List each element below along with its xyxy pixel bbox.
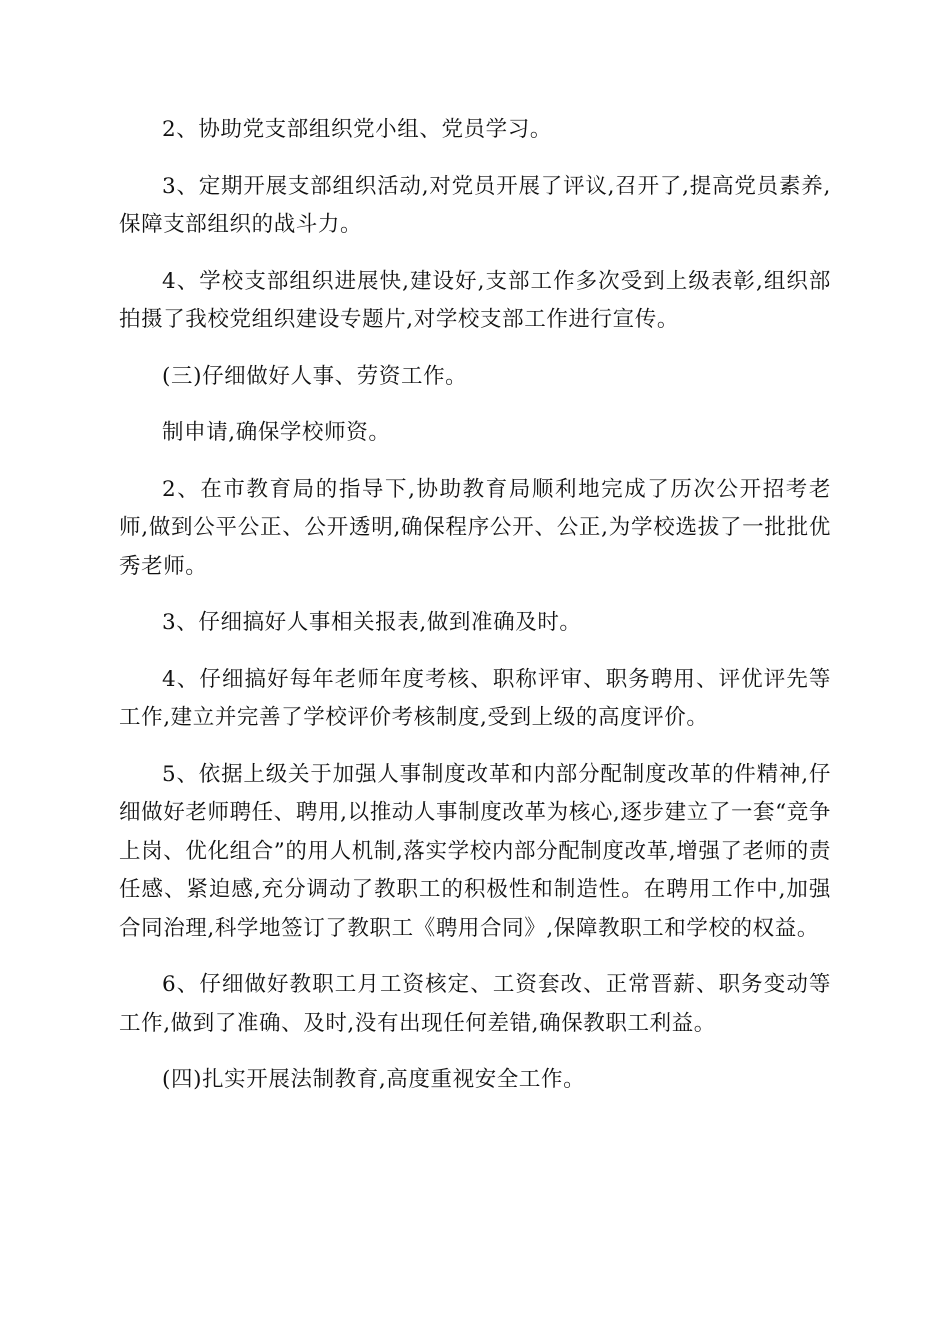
paragraph-item-2: 2、协助党支部组织党小组、党员学习。 — [162, 117, 552, 142]
paragraph-item-4b: 4、仔细搞好每年老师年度考核、职称评审、职务聘用、评优评先等工作,建立并完善了学校评价考核制度,受到上级的高度评价。 — [119, 666, 831, 730]
paragraph-item-3: 3、定期开展支部组织活动,对党员开展了评议,召开了,提高党员素养,保障支部组织的战斗力。 — [119, 173, 831, 237]
paragraph-gap — [119, 948, 831, 966]
paragraph-fragment: 制申请,确保学校师资。 — [162, 420, 391, 445]
section-heading-4: (四)扎实开展法制教育,高度重视安全工作。 — [162, 1067, 586, 1092]
document-body — [119, 111, 831, 1100]
paragraph-gap — [119, 340, 831, 358]
section-heading-3: (三)仔细做好人事、劳资工作。 — [162, 363, 468, 389]
paragraph-gap — [119, 586, 831, 604]
paragraph-item-5: 5、依据上级关于加强人事制度改革和内部分配制度改革的件精神,仔细做好老师聘任、聘用,以推动人事制度改革为核心,逐步建立了一套“竞争上岗、优化组合”的用人机制,落实学校内部分配制度改革,增强了老师的责任感、紧迫感,充分调动了教职工的积极性和制造性。在聘用工作中,加强合同治理,科学地签订了教职工《聘用合同》,保障教职工和学校的权益。 — [119, 761, 831, 941]
paragraph-gap — [119, 396, 831, 414]
paragraph-gap — [119, 1043, 831, 1061]
paragraph-gap — [119, 150, 831, 168]
paragraph-gap — [119, 453, 831, 471]
paragraph-item-6: 6、仔细做好教职工月工资核定、工资套改、正常晋薪、职务变动等工作,做到了准确、及时,没有出现任何差错,确保教职工利益。 — [119, 972, 831, 1036]
paragraph-item-2b: 2、在市教育局的指导下,协助教育局顺利地完成了历次公开招考老师,做到公平公正、公开透明,确保程序公开、公正,为学校选拔了一批批优秀老师。 — [119, 476, 831, 579]
paragraph-gap — [119, 245, 831, 263]
paragraph-item-4: 4、学校支部组织进展快,建设好,支部工作多次受到上级表彰,组织部拍摄了我校党组织建设专题片,对学校支部工作进行宣传。 — [119, 268, 831, 332]
paragraph-item-3b: 3、仔细搞好人事相关报表,做到准确及时。 — [162, 610, 582, 635]
paragraph-gap — [119, 738, 831, 756]
paragraph-gap — [119, 643, 831, 661]
